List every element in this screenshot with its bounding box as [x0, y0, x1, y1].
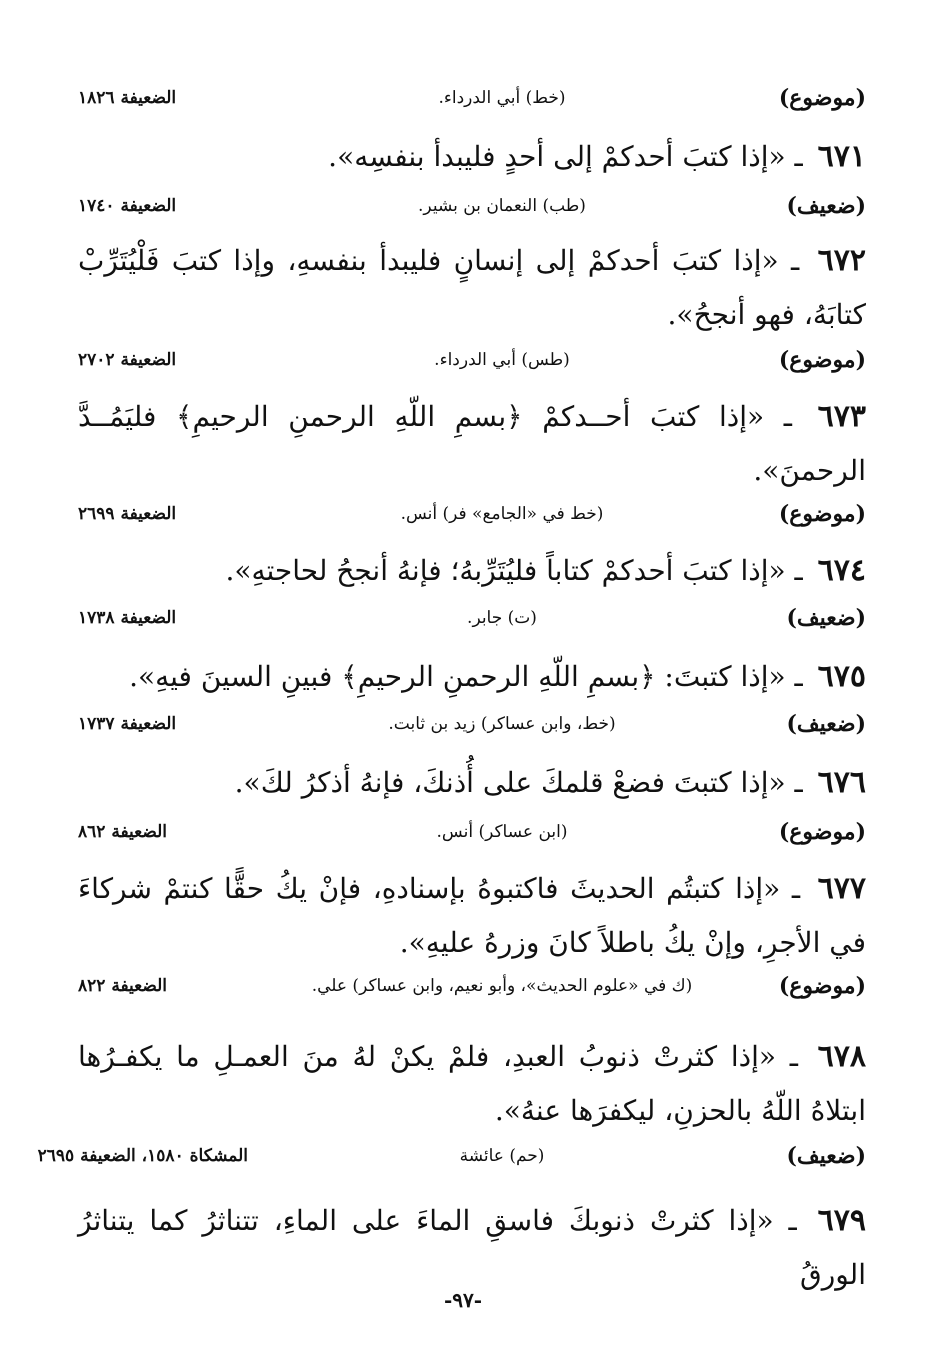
- source-text: (ك في «علوم الحديث»، وأبو نعيم، وابن عساكر) علي.: [311, 976, 693, 996]
- reference: الضعيفة ٨٢٢: [78, 976, 168, 996]
- hadith-671: [78, 130, 866, 184]
- hadith-text: ـ «إذا كتبَ أحدكمْ إلى أحدٍ فليبدأ بنفسِه».: [328, 140, 812, 173]
- grade-row: [78, 812, 866, 852]
- hadith-679: [78, 1194, 866, 1302]
- grade-label: (ضعيف): [786, 605, 866, 631]
- hadith-678: [78, 1030, 866, 1138]
- grade-row: [78, 186, 866, 226]
- hadith-text: ـ «إذا كتبَ أحــدكمْ ﴿بسمِ اللّهِ الرحمنِ الرحيمِ﴾ فليَمُــدَّ الرحمنَ».: [78, 400, 866, 487]
- grade-row: [78, 966, 866, 1006]
- source-text: (خط، وابن عساكر) زيد بن ثابت.: [388, 714, 616, 734]
- hadith-number: ٦٧٦: [817, 765, 866, 800]
- source-text: (طس) أبي الدرداء.: [434, 350, 570, 370]
- hadith-text: ـ «إذا كتبتَ فضعْ قلمكَ على أُذنكَ، فإنهُ أذكرُ لكَ».: [234, 766, 812, 799]
- source-text: (حم) عائشة: [459, 1146, 545, 1166]
- reference: الضعيفة ١٧٣٧: [78, 714, 177, 734]
- hadith-676: [78, 756, 866, 810]
- reference: الضعيفة ٢٦٩٩: [78, 504, 177, 524]
- hadith-text: ـ «إذا كتبتَ: ﴿بسمِ اللّهِ الرحمنِ الرحيمِ﴾ فبينِ السينَ فيهِ».: [129, 660, 812, 693]
- hadith-672: [78, 234, 866, 342]
- grade-label: (موضوع): [778, 85, 866, 111]
- hadith-text: ـ «إذا كتبَ أحدكمْ إلى إنسانٍ فليبدأ بنفسهِ، وإذا كتبَ فَلْيُتَرِّبْ كتابَهُ، فهو أنجحُ».: [78, 244, 866, 331]
- source-text: (خط) أبي الدرداء.: [438, 88, 566, 108]
- hadith-number: ٦٧٧: [817, 871, 866, 906]
- hadith-673: [78, 390, 866, 498]
- grade-row: [78, 340, 866, 380]
- reference: المشكاة ١٥٨٠، الضعيفة ٢٦٩٥: [37, 1146, 248, 1166]
- source-text: (ت) جابر.: [467, 608, 537, 628]
- hadith-number: ٦٧٢: [817, 243, 866, 278]
- hadith-number: ٦٧٣: [817, 399, 866, 434]
- hadith-number: ٦٧٩: [817, 1203, 866, 1238]
- grade-row: [78, 598, 866, 638]
- grade-label: (موضوع): [778, 819, 866, 845]
- hadith-number: ٦٧٤: [817, 553, 866, 588]
- grade-row: [78, 704, 866, 744]
- source-text: (طب) النعمان بن بشير.: [418, 196, 586, 216]
- grade-row: [37, 1136, 866, 1176]
- grade-row: [78, 494, 866, 534]
- reference: الضعيفة ٨٦٢: [78, 822, 168, 842]
- grade-label: (موضوع): [778, 973, 866, 999]
- hadith-text: ـ «إذا كتبتُم الحديثَ فاكتبوهُ بإسنادهِ، فإنْ يكُ حقًّا كنتمْ شركاءَ في الأجرِ، وإنْ يكُ باطلاً كانَ وزرهُ عليهِ».: [78, 872, 866, 959]
- reference: الضعيفة ١٧٤٠: [78, 196, 177, 216]
- hadith-text: ـ «إذا كثرتْ ذنوبكَ فاسقِ الماءَ على الماءِ، تتناثرُ كما يتناثرُ الورقُ: [78, 1204, 866, 1291]
- reference: الضعيفة ١٨٢٦: [78, 88, 177, 108]
- grade-label: (ضعيف): [786, 1143, 866, 1169]
- hadith-674: [78, 544, 866, 598]
- source-text: (ابن عساكر) أنس.: [436, 822, 568, 842]
- grade-label: (ضعيف): [786, 711, 866, 737]
- reference: الضعيفة ١٧٣٨: [78, 608, 177, 628]
- hadith-text: ـ «إذا كثرتْ ذنوبُ العبدِ، فلمْ يكنْ لهُ منَ العمـلِ ما يكفـرُها ابتلاهُ اللّهُ بالحزنِ، ليكفرَها عنهُ».: [78, 1040, 866, 1127]
- grade-label: (موضوع): [778, 501, 866, 527]
- hadith-number: ٦٧٥: [817, 659, 866, 694]
- reference: الضعيفة ٢٧٠٢: [78, 350, 177, 370]
- source-text: (خط في «الجامع» فر) أنس.: [400, 504, 604, 524]
- hadith-number: ٦٧٨: [817, 1039, 866, 1074]
- hadith-677: [78, 862, 866, 970]
- grade-row: [78, 78, 866, 118]
- hadith-675: [78, 650, 866, 704]
- page-number: -٩٧-: [443, 1288, 483, 1312]
- hadith-text: ـ «إذا كتبَ أحدكمْ كتاباً فليُتَرِّبهُ؛ فإنهُ أنجحُ لحاجتهِ».: [225, 554, 812, 587]
- hadith-number: ٦٧١: [817, 139, 866, 174]
- grade-label: (ضعيف): [786, 193, 866, 219]
- grade-label: (موضوع): [778, 347, 866, 373]
